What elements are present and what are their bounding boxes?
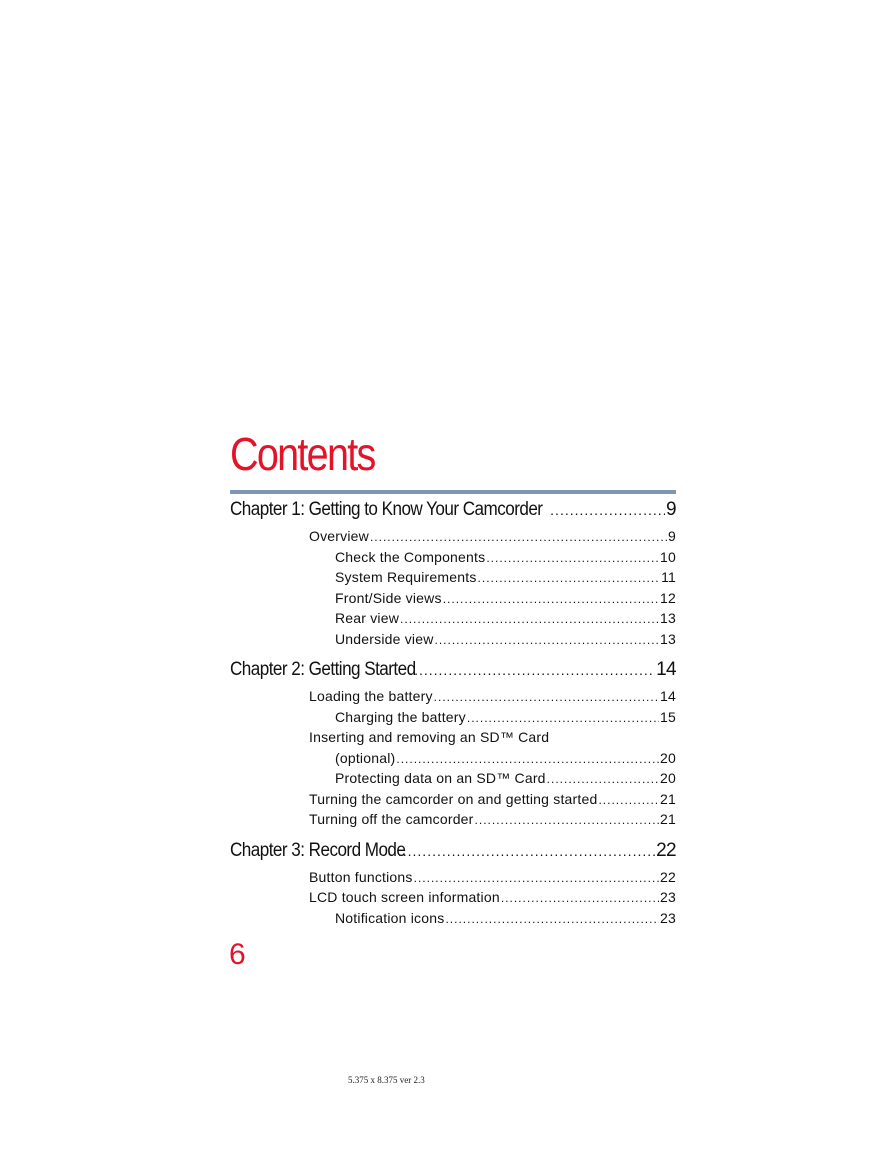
dot-leader (550, 499, 665, 521)
dot-leader (409, 659, 655, 681)
toc-entry-lcd-touch-screen[interactable] (230, 887, 676, 908)
toc-entry-rear-view[interactable] (230, 608, 676, 629)
toc-entry-check-components[interactable] (230, 547, 676, 568)
dot-leader (435, 629, 660, 651)
dot-leader (478, 567, 661, 589)
toc-entry-page: 20 (660, 770, 676, 786)
toc-entry-title: Check the Components (335, 548, 486, 565)
toc-entry-title: Turning the camcorder on and getting started (309, 790, 598, 807)
toc-entry-page: 21 (660, 790, 676, 807)
toc-entry-page: 14 (656, 659, 676, 680)
toc-entry-title: Loading the battery (309, 688, 433, 704)
toc-chapter-2[interactable] (230, 657, 676, 686)
toc-entry-title: Underside view (335, 630, 434, 647)
dot-leader (396, 748, 659, 770)
toc-entry-title: Front/Side views (335, 589, 442, 606)
toc-entry-turning-off[interactable] (230, 809, 676, 830)
print-spec-footer: 5.375 x 8.375 ver 2.3 (348, 1075, 425, 1085)
dot-leader (547, 768, 659, 790)
toc-entry-button-functions[interactable] (230, 867, 676, 888)
toc-entry-title: (optional) (335, 749, 396, 766)
toc-entry-page: 23 (660, 889, 676, 905)
toc-entry-inserting-sd[interactable] (230, 748, 676, 769)
dot-leader (443, 588, 659, 610)
dot-leader (501, 887, 659, 909)
toc-entry-title: Turning off the camcorder (309, 811, 474, 827)
toc-entry-title: Charging the battery (335, 708, 466, 725)
toc-entry-loading-battery[interactable] (230, 686, 676, 707)
toc-entry-overview[interactable] (230, 526, 676, 547)
toc-entry-charging-battery[interactable] (230, 707, 676, 728)
toc-entry-page: 11 (661, 569, 676, 585)
toc-entry-page: 22 (656, 839, 676, 861)
dot-leader (445, 908, 659, 930)
dot-leader (370, 526, 667, 548)
toc-entry-title: Chapter 2: Getting Started (230, 659, 416, 680)
page-number: 6 (229, 938, 246, 971)
toc-entry-title: Rear view (335, 610, 400, 626)
toc-entry-page: 15 (660, 708, 676, 725)
toc-entry-page: 13 (660, 630, 676, 647)
toc-entry-title: Chapter 3: Record Mode (230, 839, 406, 861)
toc-entry-title: Protecting data on an SD™ Card (335, 770, 546, 786)
dot-leader (398, 840, 655, 862)
toc-entry-page: 12 (660, 589, 676, 606)
toc-entry-title: Overview (309, 528, 369, 544)
toc-entry-underside-view[interactable] (230, 629, 676, 650)
toc-entry-page: 9 (668, 528, 676, 544)
heading-rule (230, 490, 676, 494)
table-of-contents (230, 497, 676, 928)
toc-entry-title: Button functions (309, 868, 413, 885)
toc-entry-protecting-data[interactable] (230, 768, 676, 789)
toc-entry-page: 23 (660, 909, 676, 926)
toc-entry-page: 20 (660, 749, 676, 766)
dot-leader (486, 547, 659, 569)
toc-chapter-3[interactable] (230, 838, 676, 867)
toc-entry-system-requirements[interactable] (230, 567, 676, 588)
toc-entry-inserting-sd-line1[interactable] (230, 727, 676, 748)
toc-entry-title: Notification icons (335, 909, 445, 926)
toc-entry-title: LCD touch screen information (309, 889, 500, 905)
toc-entry-title: System Requirements (335, 569, 477, 585)
toc-entry-page: 13 (660, 610, 676, 626)
toc-chapter-1[interactable] (230, 497, 676, 526)
contents-heading: Contents (230, 428, 375, 480)
dot-leader (400, 608, 659, 630)
toc-entry-page: 9 (666, 499, 676, 520)
toc-entry-title: Inserting and removing an SD™ Card (309, 729, 550, 745)
dot-leader (434, 686, 659, 708)
toc-entry-page: 22 (660, 868, 676, 885)
toc-entry-page: 14 (660, 688, 676, 704)
dot-leader (598, 789, 659, 811)
dot-leader (475, 809, 659, 831)
toc-entry-page: 21 (660, 811, 676, 827)
dot-leader (414, 867, 659, 889)
toc-entry-front-side-views[interactable] (230, 588, 676, 609)
toc-entry-turning-on[interactable] (230, 789, 676, 810)
toc-entry-notification-icons[interactable] (230, 908, 676, 929)
toc-entry-title: Chapter 1: Getting to Know Your Camcorder (230, 499, 543, 520)
dot-leader (467, 707, 659, 729)
toc-entry-page: 10 (660, 548, 676, 565)
